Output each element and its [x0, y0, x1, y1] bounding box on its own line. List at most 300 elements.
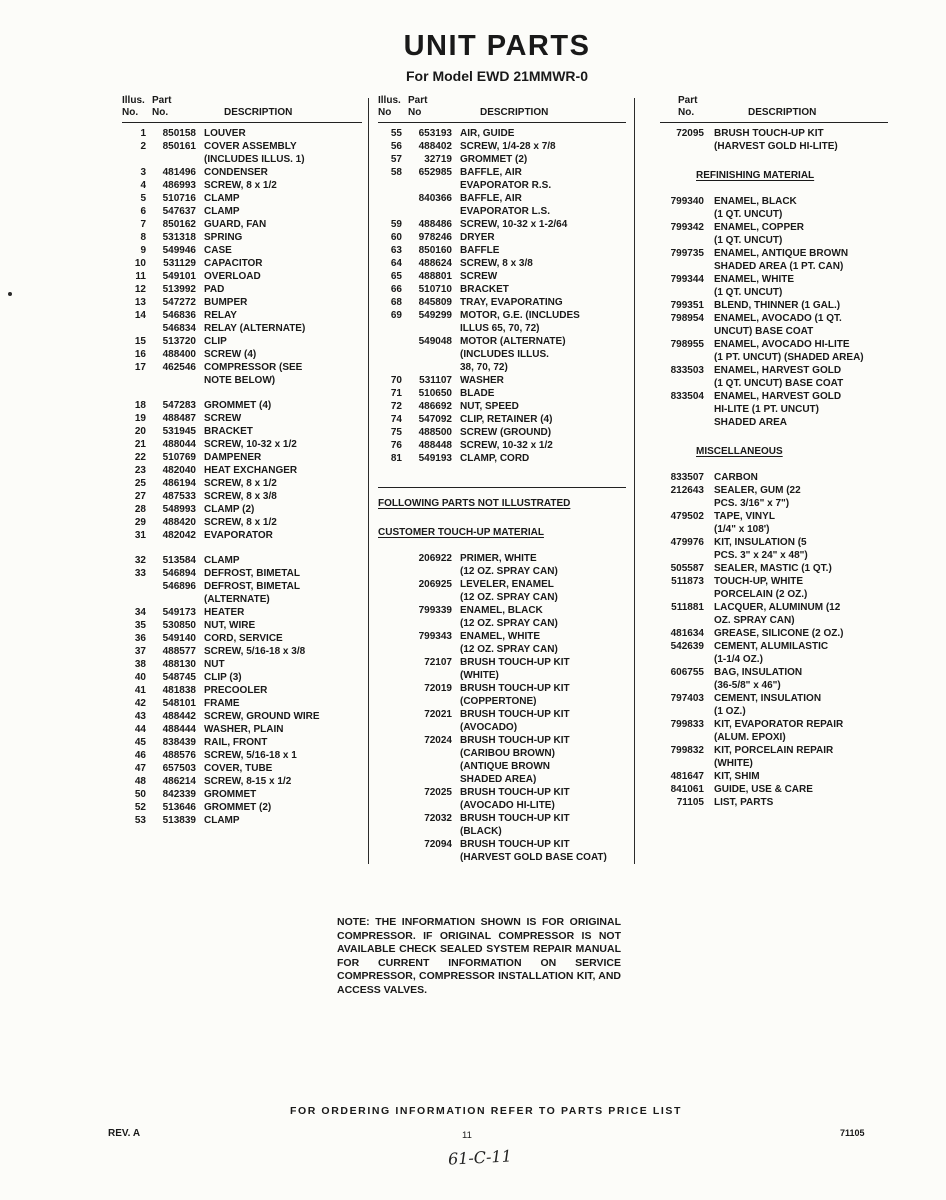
illus-no: 34 [134, 607, 146, 618]
header-illus-label: Illus. [378, 95, 401, 106]
parts-row [378, 426, 626, 439]
part-description: ENAMEL, BLACK (12 OZ. SPRAY CAN) [460, 605, 558, 629]
parts-row [122, 671, 362, 684]
part-no: 32719 [424, 154, 452, 165]
parts-row [122, 205, 362, 218]
header-part-label: Part [408, 95, 428, 106]
illus-no: 21 [134, 439, 146, 450]
parts-row [122, 335, 362, 348]
parts-column-right [660, 95, 888, 809]
parts-row [378, 296, 626, 309]
part-description: SCREW, 8 x 1/2 [204, 478, 277, 489]
illus-no: 37 [134, 646, 146, 657]
part-no: 479976 [670, 537, 704, 548]
part-no: 488044 [162, 439, 196, 450]
part-no: 549101 [162, 271, 196, 282]
part-no: 799344 [670, 274, 704, 285]
part-description: CLAMP [204, 206, 240, 217]
parts-row [122, 684, 362, 697]
part-description: KIT, INSULATION (5 PCS. 3" x 24" x 48") [714, 537, 808, 561]
part-no: 72094 [424, 839, 452, 850]
parts-row [378, 604, 626, 630]
parts-row [122, 762, 362, 775]
part-no: 850161 [162, 141, 196, 152]
part-description: ENAMEL, COPPER (1 QT. UNCUT) [714, 222, 805, 246]
parts-row [122, 516, 362, 529]
illus-no: 8 [140, 232, 146, 243]
part-no: 978246 [418, 232, 452, 243]
part-description: CAPACITOR [204, 258, 263, 269]
section-heading: REFINISHING MATERIAL [696, 170, 815, 181]
part-description: RAIL, FRONT [204, 737, 268, 748]
illus-no: 40 [134, 672, 146, 683]
illus-no: 59 [390, 219, 402, 230]
header-illus-no-label: No. [122, 107, 139, 118]
parts-row [122, 554, 362, 567]
part-description: LEVELER, ENAMEL (12 OZ. SPRAY CAN) [460, 579, 558, 603]
parts-row [122, 451, 362, 464]
parts-row [660, 471, 888, 484]
part-no: 833507 [670, 472, 704, 483]
part-description: KIT, EVAPORATOR REPAIR (ALUM. EPOXI) [714, 719, 844, 743]
parts-row [660, 312, 888, 338]
part-no: 488402 [418, 141, 452, 152]
part-description: SCREW, 8 x 3/8 [204, 491, 277, 502]
part-no: 488486 [418, 219, 452, 230]
parts-row [378, 452, 626, 465]
illus-no: 19 [134, 413, 146, 424]
part-description: BAFFLE, AIR EVAPORATOR R.S. [460, 167, 552, 191]
part-no: 212643 [670, 485, 704, 496]
parts-row [122, 723, 362, 736]
part-no: 513584 [162, 555, 196, 566]
part-no: 488444 [162, 724, 196, 735]
parts-row [378, 439, 626, 452]
part-no: 548745 [162, 672, 196, 683]
part-no: 841061 [670, 784, 704, 795]
illus-no: 23 [134, 465, 146, 476]
section-heading: CUSTOMER TOUCH-UP MATERIAL [378, 527, 544, 538]
parts-row [378, 257, 626, 270]
illus-no: 41 [134, 685, 146, 696]
part-description: OVERLOAD [204, 271, 261, 282]
illus-no: 29 [134, 517, 146, 528]
part-description: BRUSH TOUCH-UP KIT (CARIBOU BROWN) (ANTIQUE BROWN SHADED AREA) [460, 735, 570, 785]
part-no: 482040 [162, 465, 196, 476]
part-description: SCREW [204, 413, 242, 424]
parts-row [660, 195, 888, 221]
part-no: 513992 [162, 284, 196, 295]
parts-row [122, 296, 362, 309]
part-description: CLIP [204, 336, 227, 347]
illus-no: 4 [140, 180, 146, 191]
illus-no: 31 [134, 530, 146, 541]
part-no: 488801 [418, 271, 452, 282]
part-description: CORD, SERVICE [204, 633, 283, 644]
parts-row [378, 387, 626, 400]
part-no: 486194 [162, 478, 196, 489]
part-description: PAD [204, 284, 225, 295]
parts-row [122, 257, 362, 270]
parts-row [122, 490, 362, 503]
illus-no: 22 [134, 452, 146, 463]
row-spacer [122, 542, 362, 554]
parts-row [660, 221, 888, 247]
part-no: 71105 [676, 797, 704, 808]
part-description: CLAMP [204, 193, 240, 204]
parts-row [122, 179, 362, 192]
part-no: 548101 [162, 698, 196, 709]
illus-no: 55 [390, 128, 402, 139]
illus-no: 1 [140, 128, 146, 139]
illus-no: 28 [134, 504, 146, 515]
part-no: 531945 [162, 426, 196, 437]
part-no: 549946 [162, 245, 196, 256]
header-part-no-label: No. [678, 107, 695, 118]
parts-row [378, 374, 626, 387]
part-no: 72095 [676, 128, 704, 139]
part-no: 510769 [162, 452, 196, 463]
parts-row [378, 400, 626, 413]
part-description: GUIDE, USE & CARE [714, 784, 813, 795]
part-description: BUMPER [204, 297, 248, 308]
part-description: SCREW (GROUND) [460, 427, 552, 438]
illus-no: 74 [390, 414, 402, 425]
parts-row [122, 710, 362, 723]
parts-row [378, 231, 626, 244]
header-rule [122, 122, 362, 123]
parts-row [660, 127, 888, 153]
parts-row [122, 464, 362, 477]
column-divider [368, 98, 369, 864]
part-no: 842339 [162, 789, 196, 800]
parts-row [660, 601, 888, 627]
part-no: 206922 [418, 553, 452, 564]
part-no: 799340 [670, 196, 704, 207]
part-description: RELAY (ALTERNATE) [204, 323, 306, 334]
parts-row [122, 477, 362, 490]
header-illus-label: Illus. [122, 95, 145, 106]
illus-no: 72 [390, 401, 402, 412]
parts-row [378, 153, 626, 166]
part-no: 850160 [418, 245, 452, 256]
table-header-row [378, 95, 626, 107]
parts-row [122, 283, 362, 296]
parts-row [660, 796, 888, 809]
part-description: ENAMEL, AVOCADO HI-LITE (1 PT. UNCUT) (SHADED AREA) [714, 339, 864, 363]
part-description: COVER, TUBE [204, 763, 273, 774]
table-header-row [122, 107, 362, 119]
parts-row [122, 166, 362, 179]
part-description: ENAMEL, AVOCADO (1 QT. UNCUT) BASE COAT [714, 313, 842, 337]
parts-row [378, 413, 626, 426]
table-header-row [660, 95, 888, 107]
part-no: 488624 [418, 258, 452, 269]
part-no: 542639 [670, 641, 704, 652]
header-part-no-label: No [408, 107, 422, 118]
parts-row [122, 244, 362, 257]
parts-column-middle [378, 95, 626, 864]
parts-row [122, 231, 362, 244]
part-no: 481647 [670, 771, 704, 782]
illus-no: 81 [390, 453, 402, 464]
page-title: UNIT PARTS [403, 30, 591, 62]
table-header-row [122, 95, 362, 107]
part-no: 546836 [162, 310, 196, 321]
illus-no: 6 [140, 206, 146, 217]
parts-row [122, 619, 362, 632]
part-no: 486214 [162, 776, 196, 787]
parts-row [660, 627, 888, 640]
part-no: 657503 [162, 763, 196, 774]
illus-no: 56 [390, 141, 402, 152]
part-description: BLADE [460, 388, 495, 399]
illus-no: 18 [134, 400, 146, 411]
parts-row [660, 562, 888, 575]
part-description: EVAPORATOR [204, 530, 273, 541]
illus-no: 10 [134, 258, 146, 269]
part-description: MOTOR (ALTERNATE) (INCLUDES ILLUS. 38, 70, 72) [460, 336, 566, 373]
parts-row [378, 682, 626, 708]
illus-no: 68 [390, 297, 402, 308]
part-description: WASHER [460, 375, 504, 386]
part-no: 546894 [162, 568, 196, 579]
illus-no: 48 [134, 776, 146, 787]
column-divider [634, 98, 635, 864]
illus-no: 15 [134, 336, 146, 347]
part-no: 513646 [162, 802, 196, 813]
part-description: GROMMET [204, 789, 257, 800]
part-description: PRIMER, WHITE (12 OZ. SPRAY CAN) [460, 553, 558, 577]
illus-no: 75 [390, 427, 402, 438]
part-no: 486692 [418, 401, 452, 412]
part-description: BRUSH TOUCH-UP KIT (AVOCADO) [460, 709, 570, 733]
parts-row [660, 666, 888, 692]
parts-row [378, 812, 626, 838]
part-no: 482042 [162, 530, 196, 541]
part-description: CLAMP [204, 555, 240, 566]
part-description: MOTOR, G.E. (INCLUDES ILLUS 65, 70, 72) [460, 310, 580, 334]
row-spacer [122, 387, 362, 399]
header-rule [660, 122, 888, 123]
part-description: CONDENSER [204, 167, 268, 178]
illus-no: 9 [140, 245, 146, 256]
parts-row [378, 786, 626, 812]
part-description: DRYER [460, 232, 495, 243]
parts-row [660, 744, 888, 770]
part-description: KIT, PORCELAIN REPAIR (WHITE) [714, 745, 834, 769]
part-description: CLAMP (2) [204, 504, 255, 515]
parts-row [378, 192, 626, 218]
illus-no: 52 [134, 802, 146, 813]
part-no: 513720 [162, 336, 196, 347]
part-no: 546896 [162, 581, 196, 592]
illus-no: 27 [134, 491, 146, 502]
part-description: NUT, WIRE [204, 620, 256, 631]
section-heading: MISCELLANEOUS [696, 446, 783, 457]
parts-row [660, 692, 888, 718]
parts-row [378, 630, 626, 656]
parts-row [660, 575, 888, 601]
parts-row [122, 567, 362, 580]
part-description: PRECOOLER [204, 685, 268, 696]
part-no: 652985 [418, 167, 452, 178]
illus-no: 53 [134, 815, 146, 826]
parts-row [122, 348, 362, 361]
part-description: ENAMEL, HARVEST GOLD HI-LITE (1 PT. UNCUT) SHADED AREA [714, 391, 842, 428]
illus-no: 33 [134, 568, 146, 579]
part-description: WASHER, PLAIN [204, 724, 284, 735]
parts-row [660, 364, 888, 390]
part-description: TRAY, EVAPORATING [460, 297, 563, 308]
part-description: TAPE, VINYL (1/4" x 108') [714, 511, 775, 535]
part-description: CEMENT, INSULATION (1 OZ.) [714, 693, 822, 717]
parts-row [378, 166, 626, 192]
parts-row [660, 273, 888, 299]
part-description: BRUSH TOUCH-UP KIT (WHITE) [460, 657, 570, 681]
part-no: 531318 [162, 232, 196, 243]
part-description: BAG, INSULATION (36-5/8" x 46") [714, 667, 803, 691]
part-no: 799735 [670, 248, 704, 259]
part-no: 546834 [162, 323, 196, 334]
illus-no: 5 [140, 193, 146, 204]
parts-row [660, 299, 888, 312]
header-illus-no-label: No [378, 107, 392, 118]
parts-row [122, 801, 362, 814]
part-description: DEFROST, BIMETAL [204, 568, 300, 579]
part-description: BRUSH TOUCH-UP KIT (AVOCADO HI-LITE) [460, 787, 570, 811]
compressor-note: NOTE: THE INFORMATION SHOWN IS FOR ORIGINAL COMPRESSOR. IF ORIGINAL COMPRESSOR IS NOT AVAILABLE CHECK SEALED SYSTEM REPAIR MANUAL FOR CURRENT INFORMATION ON SERVICE COMPRESSOR, COMPRESSOR INSTALLATION KIT, AND ACCESS VALVES. [337, 916, 621, 996]
part-description: CLIP (3) [204, 672, 242, 683]
parts-row [660, 770, 888, 783]
parts-row [122, 270, 362, 283]
part-description: ENAMEL, HARVEST GOLD (1 QT. UNCUT) BASE COAT [714, 365, 844, 389]
illus-no: 42 [134, 698, 146, 709]
header-part-no-label: No. [152, 107, 169, 118]
part-no: 513839 [162, 815, 196, 826]
part-description: TOUCH-UP, WHITE PORCELAIN (2 OZ.) [714, 576, 808, 600]
part-no: 488130 [162, 659, 196, 670]
parts-row [378, 140, 626, 153]
part-description: DEFROST, BIMETAL (ALTERNATE) [204, 581, 300, 605]
part-description: SCREW, 1/4-28 x 7/8 [460, 141, 556, 152]
part-description: SCREW, GROUND WIRE [204, 711, 320, 722]
part-description: CLIP, RETAINER (4) [460, 414, 553, 425]
part-description: CARBON [714, 472, 758, 483]
parts-row [378, 656, 626, 682]
illus-no: 76 [390, 440, 402, 451]
illus-no: 45 [134, 737, 146, 748]
part-description: KIT, SHIM [714, 771, 760, 782]
parts-row [378, 127, 626, 140]
parts-row [660, 247, 888, 273]
part-description: SCREW, 8-15 x 1/2 [204, 776, 292, 787]
part-no: 845809 [418, 297, 452, 308]
part-no: 72025 [424, 787, 452, 798]
table-header-row [378, 107, 626, 119]
part-no: 549299 [418, 310, 452, 321]
part-no: 799343 [418, 631, 452, 642]
part-description: SCREW, 8 x 3/8 [460, 258, 533, 269]
parts-row [122, 425, 362, 438]
parts-row [660, 536, 888, 562]
part-description: GROMMET (2) [460, 154, 528, 165]
section-heading: FOLLOWING PARTS NOT ILLUSTRATED [378, 487, 626, 510]
illus-no: 69 [390, 310, 402, 321]
part-no: 531129 [163, 258, 196, 269]
illus-no: 50 [134, 789, 146, 800]
parts-row [660, 640, 888, 666]
table-header-row [660, 107, 888, 119]
illus-no: 66 [390, 284, 402, 295]
illus-no: 57 [390, 154, 402, 165]
part-description: SCREW, 10-32 x 1/2 [460, 440, 553, 451]
illus-no: 63 [390, 245, 402, 256]
part-no: 511873 [671, 576, 704, 587]
parts-row [122, 658, 362, 671]
header-description-label: DESCRIPTION [748, 107, 817, 118]
part-description: SCREW, 8 x 1/2 [204, 180, 277, 191]
part-description: SCREW, 5/16-18 x 3/8 [204, 646, 306, 657]
illus-no: 17 [134, 362, 146, 373]
part-description: CEMENT, ALUMILASTIC (1-1/4 OZ.) [714, 641, 829, 665]
part-no: 72032 [424, 813, 452, 824]
part-description: ENAMEL, BLACK (1 QT. UNCUT) [714, 196, 797, 220]
part-no: 799339 [418, 605, 452, 616]
parts-row [122, 218, 362, 231]
illus-no: 58 [390, 167, 402, 178]
part-no: 547637 [162, 206, 196, 217]
part-description: CLAMP, CORD [460, 453, 530, 464]
document-number: 71105 [840, 1128, 865, 1138]
parts-row [122, 503, 362, 516]
part-no: 799832 [670, 745, 704, 756]
part-no: 206925 [418, 579, 452, 590]
parts-row [122, 788, 362, 801]
parts-row [660, 510, 888, 536]
parts-row [122, 412, 362, 425]
header-part-label: Part [152, 95, 172, 106]
parts-row [378, 270, 626, 283]
part-description: BAFFLE [460, 245, 500, 256]
parts-row [660, 783, 888, 796]
part-no: 833503 [670, 365, 704, 376]
parts-row [122, 309, 362, 322]
part-no: 481838 [162, 685, 196, 696]
part-no: 850158 [162, 128, 196, 139]
illus-no: 43 [134, 711, 146, 722]
part-description: DAMPENER [204, 452, 262, 463]
part-no: 799351 [670, 300, 704, 311]
part-description: BRUSH TOUCH-UP KIT (HARVEST GOLD BASE COAT) [460, 839, 607, 863]
part-no: 72024 [424, 735, 452, 746]
parts-row [378, 838, 626, 864]
part-no: 797403 [670, 693, 704, 704]
part-no: 547092 [418, 414, 452, 425]
part-no: 488576 [162, 750, 196, 761]
part-no: 481496 [162, 167, 196, 178]
illus-no: 16 [134, 349, 146, 360]
parts-row [660, 718, 888, 744]
part-no: 505587 [670, 563, 704, 574]
part-description: BAFFLE, AIR EVAPORATOR L.S. [460, 193, 551, 217]
part-no: 798954 [670, 313, 704, 324]
parts-row [122, 632, 362, 645]
parts-row [122, 606, 362, 619]
parts-column-left [122, 95, 362, 827]
revision-label: REV. A [108, 1128, 141, 1139]
parts-row [378, 335, 626, 374]
